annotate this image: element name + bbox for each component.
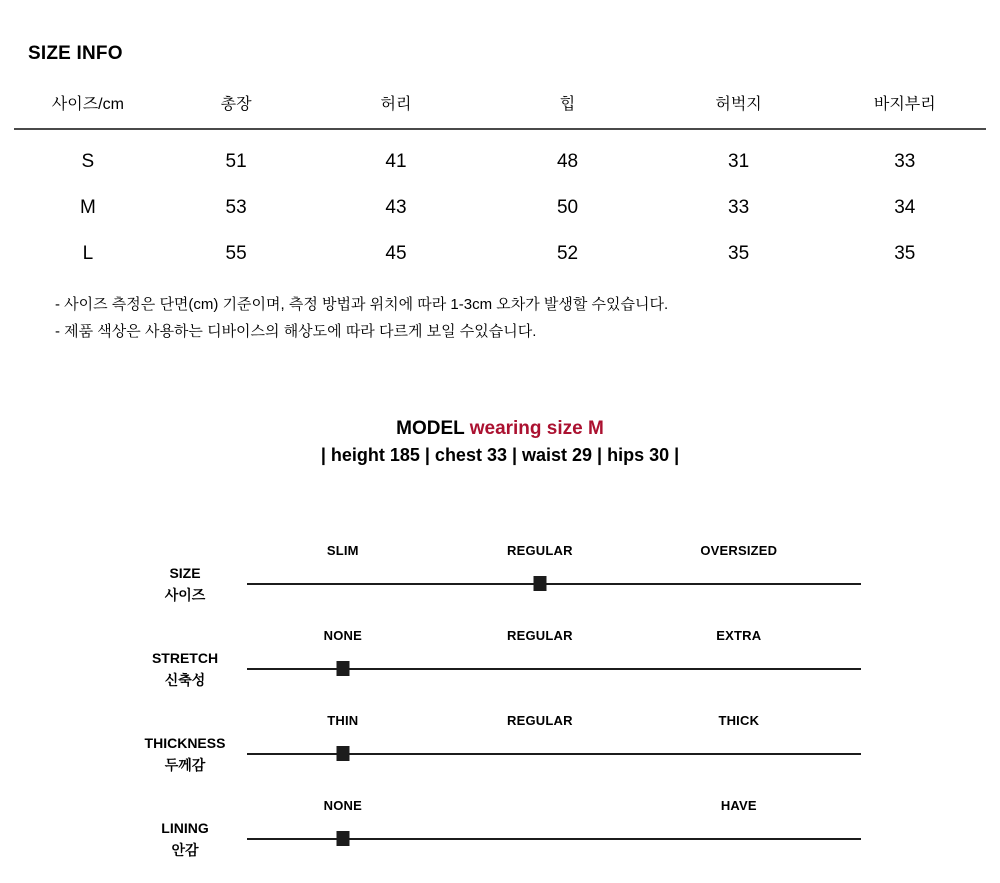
size-cell: 33 (894, 151, 916, 172)
model-wearing-line (0, 418, 1000, 440)
size-cell: 51 (225, 151, 247, 172)
scale-marker (336, 746, 349, 761)
size-cell: 33 (728, 197, 750, 218)
size-cell: 34 (894, 197, 916, 218)
spec-option: OVERSIZED (700, 543, 778, 558)
spec-options (247, 540, 861, 562)
spec-label-en: SIZE (169, 565, 201, 581)
spec-scale (247, 536, 861, 621)
scale-marker (533, 576, 546, 591)
scale-line (247, 753, 861, 755)
spec-option: NONE (323, 798, 362, 813)
scale-line (247, 838, 861, 840)
size-cell: 43 (385, 197, 407, 218)
table-row-m (14, 185, 986, 231)
spec-label-ko: 두께감 (164, 757, 206, 773)
scale-line (247, 668, 861, 670)
model-size-highlight: wearing size M (469, 418, 604, 439)
spec-label-en: LINING (161, 820, 209, 836)
size-cell: 31 (728, 151, 750, 172)
spec-row-label (125, 562, 245, 606)
size-cell: S (81, 151, 95, 172)
spec-label-ko: 신축성 (164, 672, 206, 688)
spec-option: NONE (323, 628, 362, 643)
size-cell: 35 (728, 243, 750, 264)
model-info (0, 418, 1000, 466)
spec-options (247, 710, 861, 732)
header-cell-hem: 바지부리 (873, 96, 936, 113)
size-cell: 41 (385, 151, 407, 172)
model-label: MODEL (396, 418, 470, 439)
spec-row-size (0, 536, 1000, 621)
spec-row-lining (0, 791, 1000, 876)
spec-option: REGULAR (507, 628, 573, 643)
size-table (14, 77, 986, 277)
scale-line (247, 583, 861, 585)
spec-option: THIN (327, 713, 359, 728)
spec-label-ko: 안감 (171, 842, 199, 858)
size-table-header-row (14, 77, 986, 130)
size-cell: M (79, 197, 96, 218)
measurement-notes (55, 291, 668, 345)
size-cell: 45 (385, 243, 407, 264)
note-line: - 사이즈 측정은 단면(cm) 기준이며, 측정 방법과 위치에 따라 1-3cm 오차가 발생할 수있습니다. (55, 296, 669, 313)
spec-row-label (125, 647, 245, 691)
spec-options (247, 795, 861, 817)
header-cell-thigh: 허벅지 (715, 96, 762, 113)
page-title: SIZE INFO (28, 43, 123, 64)
scale-marker (336, 661, 349, 676)
spec-row-thickness (0, 706, 1000, 791)
spec-row-label (125, 817, 245, 861)
spec-label-ko: 사이즈 (164, 587, 206, 603)
spec-scale (247, 791, 861, 876)
spec-option: REGULAR (507, 543, 573, 558)
spec-label-en: STRETCH (151, 650, 219, 666)
size-cell: 53 (225, 197, 247, 218)
spec-row-label (125, 732, 245, 776)
size-cell: L (82, 243, 94, 264)
header-cell-size: 사이즈/cm (51, 96, 124, 113)
size-cell: 48 (556, 151, 579, 172)
spec-option: HAVE (720, 798, 757, 813)
note-line: - 제품 색상은 사용하는 디바이스의 해상도에 따라 다르게 보일 수있습니다. (55, 323, 537, 340)
header-cell-hip: 힙 (559, 96, 576, 113)
size-cell: 55 (225, 243, 247, 264)
size-cell: 52 (556, 243, 579, 264)
spec-option: REGULAR (507, 713, 573, 728)
spec-row-stretch (0, 621, 1000, 706)
spec-option: THICK (718, 713, 760, 728)
spec-scale (247, 706, 861, 791)
model-measurements: | height 185 | chest 33 | waist 29 | hips 30 | (320, 445, 680, 465)
header-cell-total-length: 총장 (220, 96, 252, 113)
spec-option: SLIM (326, 543, 359, 558)
spec-option: EXTRA (716, 628, 762, 643)
spec-options (247, 625, 861, 647)
header-cell-waist: 허리 (380, 96, 412, 113)
spec-scale (247, 621, 861, 706)
size-table-body (14, 130, 986, 277)
size-cell: 35 (894, 243, 916, 264)
scale-marker (336, 831, 349, 846)
size-cell: 50 (556, 197, 579, 218)
spec-label-en: THICKNESS (144, 735, 226, 751)
spec-chart (0, 536, 1000, 876)
table-row-l (14, 231, 986, 277)
table-row-s (14, 139, 986, 185)
